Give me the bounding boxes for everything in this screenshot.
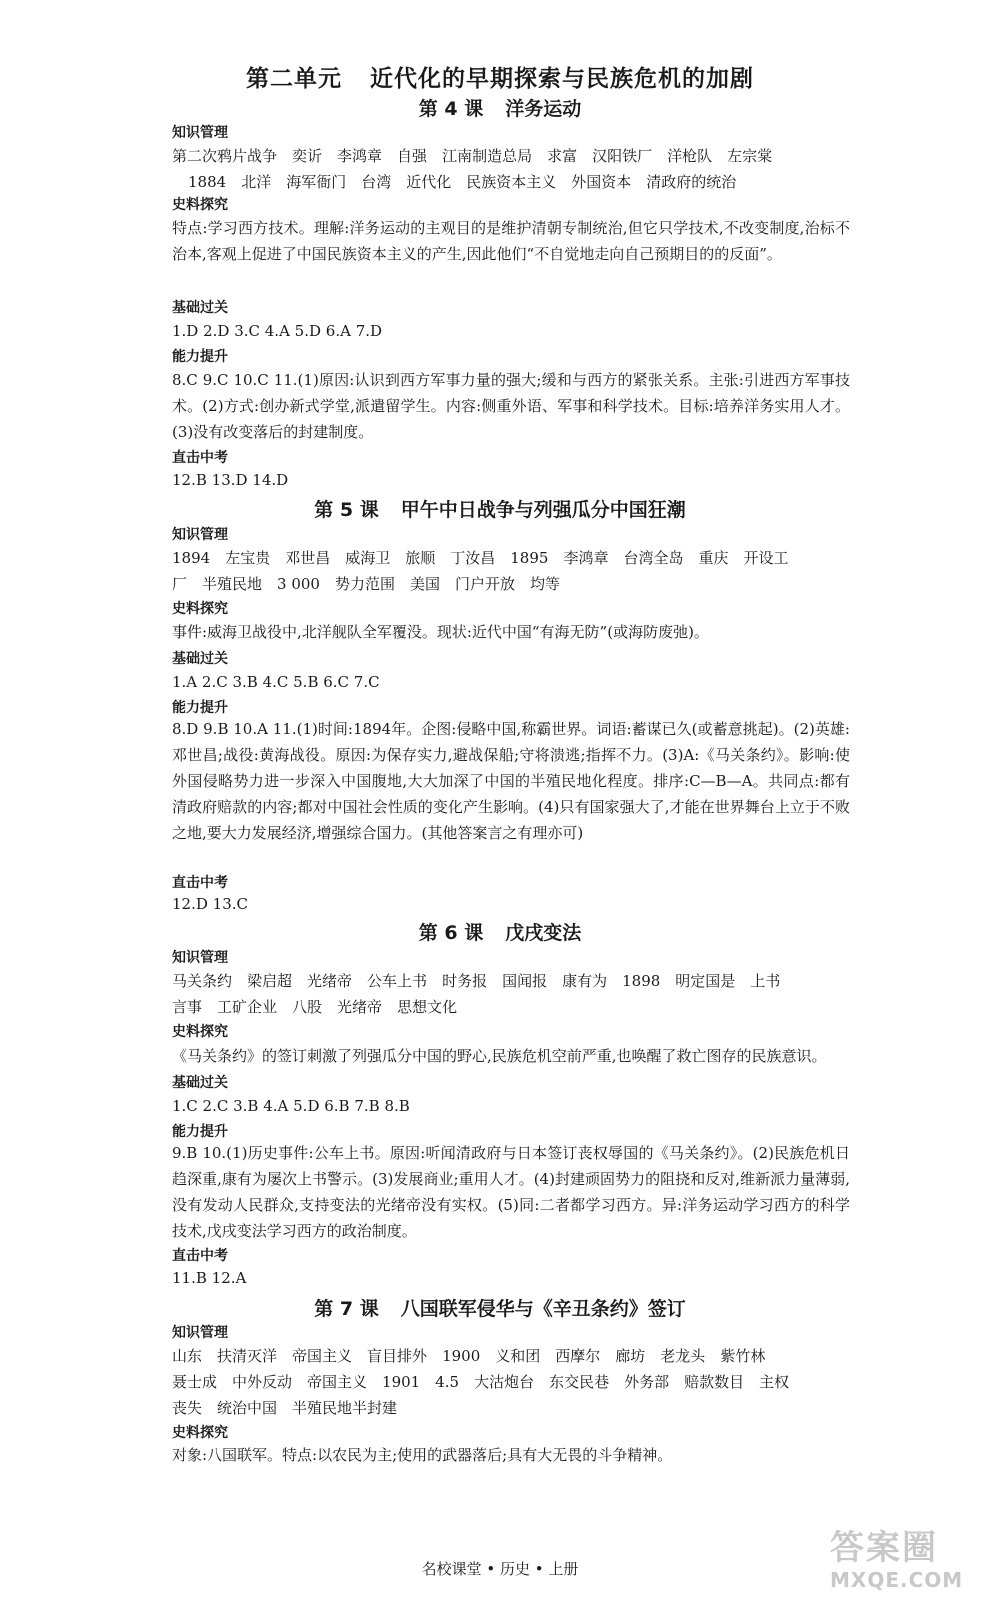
term-item: 奕䜣 xyxy=(292,147,323,165)
page-footer: 名校课堂 • 历史 • 上册 xyxy=(421,1560,579,1578)
term-item: 1894 xyxy=(172,549,211,567)
section-heading: 知识管理 xyxy=(172,1325,228,1341)
ability-answers: 8.D 9.B 10.A 11.(1)时间:1894年。企图:侵略中国,称霸世界。词语:蓄谋已久(或蓄意挑起)。(2)英雄:邓世昌;战役:黄海战役。原因:为保存实力,避战保船;守将溃逃;指挥不力。(3)A:《马关条约》。影响:使外国侵略势力进一步深入中国腹地,大大加深了中国的半殖民地化程度。排序:C—B—A。共同点:都有清政府赔款的内容;都对中国社会性质的变化产生影响。(4)只有国家强大了,才能在世界舞台上立于不败之地,要大力发展经济,增强综合国力。(其他答案言之有理亦可) xyxy=(172,720,850,842)
term-item: 厂 xyxy=(172,575,188,593)
lesson-name: 八国联军侵华与《辛丑条约》签订 xyxy=(400,1298,686,1320)
term-item: 3 000 xyxy=(277,575,320,593)
exam-answers: 12.D 13.C xyxy=(172,895,248,913)
term-item: 中外反动 xyxy=(232,1373,293,1391)
section-heading: 知识管理 xyxy=(172,527,228,543)
term-item: 李鸿章 xyxy=(337,147,383,165)
terms-row xyxy=(172,1343,850,1369)
term-item: 康有为 xyxy=(562,972,608,990)
term-item: 外务部 xyxy=(624,1373,670,1391)
ability-answers: 8.C 9.C 10.C 11.(1)原因:认识到西方军事力量的强大;缓和与西方的紧张关系。主张:引进西方军事技术。(2)方式:创办新式学堂,派遣留学生。内容:侧重外语、军事和科学技术。目标:培养洋务实用人才。(3)没有改变落后的封建制度。 xyxy=(172,371,850,441)
term-item: 半殖民地半封建 xyxy=(292,1399,398,1417)
section-heading: 直击中考 xyxy=(172,875,228,891)
lesson-name: 洋务运动 xyxy=(505,98,582,120)
section-heading: 史料探究 xyxy=(172,197,228,213)
term-item: 八股 xyxy=(292,998,323,1016)
term-item: 台湾 xyxy=(361,173,392,191)
section-heading: 能力提升 xyxy=(172,1124,228,1140)
terms-row xyxy=(172,143,850,169)
term-item: 丧失 xyxy=(172,1399,203,1417)
term-item: 清政府的统治 xyxy=(646,173,737,191)
lesson-7-title xyxy=(0,1294,1000,1321)
lesson-4-title xyxy=(0,94,1000,121)
term-item: 大沽炮台 xyxy=(474,1373,535,1391)
term-item: 美国 xyxy=(410,575,441,593)
term-item: 帝国主义 xyxy=(307,1373,368,1391)
term-item: 重庆 xyxy=(698,549,729,567)
term-item: 义和团 xyxy=(495,1347,541,1365)
terms-row xyxy=(172,1369,850,1395)
term-item: 1901 xyxy=(382,1373,421,1391)
term-item: 左宝贵 xyxy=(225,549,271,567)
lesson-name: 甲午中日战争与列强瓜分中国狂潮 xyxy=(400,499,686,521)
term-item: 1900 xyxy=(442,1347,481,1365)
term-item: 求富 xyxy=(547,147,578,165)
terms-row xyxy=(172,1395,850,1421)
basic-answers: 1.A 2.C 3.B 4.C 5.B 6.C 7.C xyxy=(172,673,380,691)
lesson-number: 第 7 课 xyxy=(314,1298,379,1320)
term-item: 民族资本主义 xyxy=(466,173,557,191)
term-item: 1895 xyxy=(510,549,549,567)
section-heading: 基础过关 xyxy=(172,1075,228,1091)
ability-answers: 9.B 10.(1)历史事件:公车上书。原因:听闻清政府与日本签订丧权辱国的《马关条约》。(2)民族危机日趋深重,康有为屡次上书警示。(3)发展商业;重用人才。(4)封建顽固势力的阻挠和反对,维新派力量薄弱,没有发动人民群众,支持变法的光绪帝没有实权。(5)同:二者都学习西方。异:洋务运动学习西方的科学技术,戊戌变法学习西方的政治制度。 xyxy=(172,1144,850,1240)
term-item: 国闻报 xyxy=(502,972,548,990)
term-item: 半殖民地 xyxy=(202,575,263,593)
section-heading: 基础过关 xyxy=(172,651,228,667)
term-item: 旅顺 xyxy=(405,549,436,567)
section-heading: 基础过关 xyxy=(172,300,228,316)
section-heading: 能力提升 xyxy=(172,349,228,365)
term-item: 丁汝昌 xyxy=(450,549,496,567)
term-item: 威海卫 xyxy=(345,549,391,567)
unit-title xyxy=(0,60,1000,93)
analysis-text: 事件:威海卫战役中,北洋舰队全军覆没。现状:近代中国“有海无防”(或海防废弛)。 xyxy=(172,623,709,641)
lesson-6-title xyxy=(0,918,1000,945)
section-heading: 直击中考 xyxy=(172,1248,228,1264)
analysis-text: 对象:八国联军。特点:以农民为主;使用的武器落后;具有大无畏的斗争精神。 xyxy=(172,1446,673,1464)
lesson-name: 戊戌变法 xyxy=(505,922,582,944)
term-item: 东交民巷 xyxy=(549,1373,610,1391)
term-item: 盲目排外 xyxy=(367,1347,428,1365)
section-heading: 知识管理 xyxy=(172,950,228,966)
term-item: 明定国是 xyxy=(675,972,736,990)
term-item: 老龙头 xyxy=(660,1347,706,1365)
term-item: 聂士成 xyxy=(172,1373,218,1391)
term-item: 外国资本 xyxy=(571,173,632,191)
term-item: 李鸿章 xyxy=(563,549,609,567)
terms-row xyxy=(172,571,850,597)
lesson-number: 第 5 课 xyxy=(314,499,379,521)
terms-row xyxy=(172,545,850,571)
term-item: 1884 xyxy=(188,173,227,191)
term-item: 开设工 xyxy=(743,549,789,567)
exam-answers: 11.B 12.A xyxy=(172,1269,247,1287)
analysis-text: 特点:学习西方技术。理解:洋务运动的主观目的是维护清朝专制统治,但它只学技术,不改变制度,治标不治本,客观上促进了中国民族资本主义的产生,因此他们“不自觉地走向自己预期目的的反面”。 xyxy=(172,219,850,263)
section-heading: 能力提升 xyxy=(172,700,228,716)
knowledge-terms xyxy=(172,1343,850,1421)
term-item: 梁启超 xyxy=(247,972,293,990)
term-item: 4.5 xyxy=(435,1373,460,1391)
term-item: 洋枪队 xyxy=(667,147,713,165)
basic-answers: 1.C 2.C 3.B 4.A 5.D 6.B 7.B 8.B xyxy=(172,1097,410,1115)
term-item: 公车上书 xyxy=(367,972,428,990)
term-item: 第二次鸦片战争 xyxy=(172,147,278,165)
term-item: 门户开放 xyxy=(455,575,516,593)
lesson-5-title xyxy=(0,495,1000,522)
terms-row xyxy=(172,994,850,1020)
section-heading: 知识管理 xyxy=(172,125,228,141)
term-item: 均等 xyxy=(530,575,561,593)
term-item: 紫竹林 xyxy=(720,1347,766,1365)
terms-row xyxy=(172,169,850,195)
unit-name: 近代化的早期探索与民族危机的加剧 xyxy=(370,66,754,92)
term-item: 言事 xyxy=(172,998,203,1016)
term-item: 江南制造总局 xyxy=(442,147,533,165)
term-item: 自强 xyxy=(397,147,428,165)
term-item: 势力范围 xyxy=(334,575,395,593)
term-item: 邓世昌 xyxy=(285,549,331,567)
term-item: 左宗棠 xyxy=(727,147,773,165)
term-item: 赔款数目 xyxy=(684,1373,745,1391)
terms-row xyxy=(172,968,850,994)
term-item: 海军衙门 xyxy=(286,173,347,191)
section-heading: 史料探究 xyxy=(172,601,228,617)
exam-answers: 12.B 13.D 14.D xyxy=(172,471,289,489)
term-item: 近代化 xyxy=(406,173,452,191)
term-item: 扶清灭洋 xyxy=(217,1347,278,1365)
watermark-logo xyxy=(830,1520,980,1590)
section-heading: 直击中考 xyxy=(172,450,228,466)
term-item: 1898 xyxy=(622,972,661,990)
term-item: 主权 xyxy=(759,1373,790,1391)
section-heading: 史料探究 xyxy=(172,1024,228,1040)
term-item: 汉阳铁厂 xyxy=(592,147,653,165)
knowledge-terms xyxy=(172,545,850,597)
watermark-url: MXQE.COM xyxy=(830,1568,964,1592)
basic-answers: 1.D 2.D 3.C 4.A 5.D 6.A 7.D xyxy=(172,322,383,340)
term-item: 山东 xyxy=(172,1347,203,1365)
term-item: 上书 xyxy=(750,972,781,990)
term-item: 廊坊 xyxy=(615,1347,646,1365)
term-item: 工矿企业 xyxy=(217,998,278,1016)
knowledge-terms xyxy=(172,968,850,1020)
term-item: 思想文化 xyxy=(397,998,458,1016)
term-item: 帝国主义 xyxy=(292,1347,353,1365)
lesson-number: 第 6 课 xyxy=(418,922,484,944)
term-item: 光绪帝 xyxy=(307,972,353,990)
watermark-text: 答案圈 xyxy=(830,1528,938,1568)
section-heading: 史料探究 xyxy=(172,1425,228,1441)
lesson-number: 第 4 课 xyxy=(418,98,484,120)
term-item: 北洋 xyxy=(241,173,272,191)
term-item: 西摩尔 xyxy=(555,1347,601,1365)
term-item: 统治中国 xyxy=(217,1399,278,1417)
knowledge-terms xyxy=(172,143,850,195)
term-item: 时务报 xyxy=(442,972,488,990)
analysis-text: 《马关条约》的签订刺激了列强瓜分中国的野心,民族危机空前严重,也唤醒了救亡图存的民族意识。 xyxy=(172,1047,827,1065)
term-item: 马关条约 xyxy=(172,972,233,990)
term-item: 光绪帝 xyxy=(337,998,383,1016)
term-item: 台湾全岛 xyxy=(623,549,684,567)
unit-label: 第二单元 xyxy=(246,66,342,92)
